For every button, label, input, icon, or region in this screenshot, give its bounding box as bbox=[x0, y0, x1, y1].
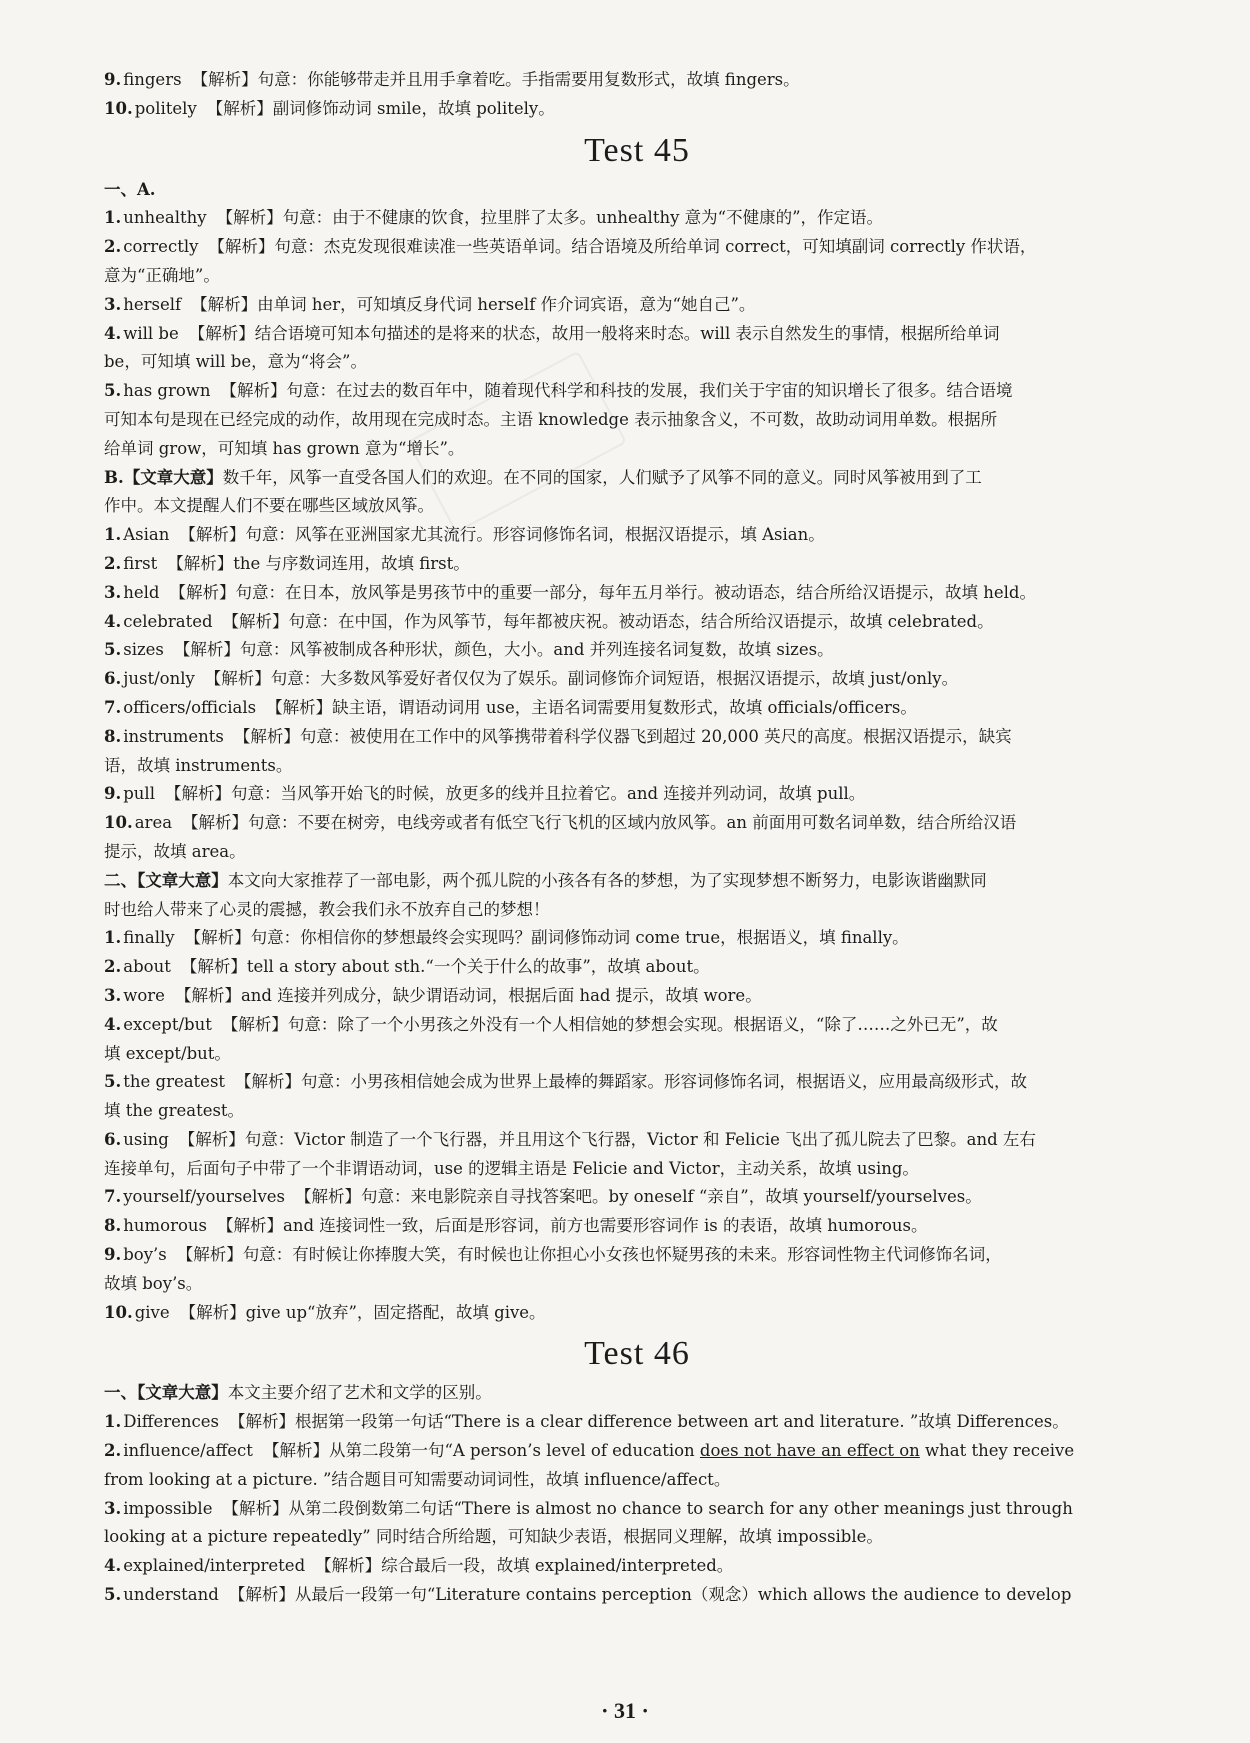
answer-line-cont: 填 the greatest。 bbox=[104, 1101, 245, 1121]
answer-line: 3. herself 【解析】由单词 her，可知填反身代词 herself 作介词宾语，意为“她自己”。 bbox=[104, 294, 756, 314]
answer-line: 4. explained/interpreted 【解析】综合最后一段，故填 explained/interpreted。 bbox=[104, 1556, 734, 1576]
answer-line: 3. impossible 【解析】从第二段倒数第二句话“There is almost no chance to search for any other meanings just through bbox=[104, 1498, 1073, 1518]
answer-line: 1. unhealthy 【解析】句意：由于不健康的饮食，拉里胖了太多。unhealthy 意为“不健康的”，作定语。 bbox=[104, 208, 884, 228]
answer-line: 1. Asian 【解析】句意：风筝在亚洲国家尤其流行。形容词修饰名词，根据汉语提示，填 Asian。 bbox=[104, 525, 825, 545]
answer-line: 2. first 【解析】the 与序数词连用，故填 first。 bbox=[104, 553, 470, 573]
answer-line: 6. using 【解析】句意：Victor 制造了一个飞行器，并且用这个飞行器，Victor 和 Felicie 飞出了孤儿院去了巴黎。and 左右 bbox=[104, 1129, 1036, 1149]
answer-line-cont: be，可知填 will be，意为“将会”。 bbox=[104, 352, 367, 372]
underlined-phrase: does not have an effect on bbox=[699, 1441, 920, 1461]
answer-line: 7. officers/officials 【解析】缺主语，谓语动词用 use，主语名词需要用复数形式，故填 officials/officers。 bbox=[104, 697, 917, 717]
answer-line: 3. wore 【解析】and 连接并列成分，缺少谓语动词，根据后面 had 提示，故填 wore。 bbox=[104, 985, 762, 1005]
answer-line: 10. area 【解析】句意：不要在树旁，电线旁或者有低空飞行飞机的区域内放风筝。an 前面用可数名词单数，结合所给汉语 bbox=[104, 813, 1017, 833]
answer-line: 5. sizes 【解析】句意：风筝被制成各种形状，颜色，大小。and 并列连接名词复数，故填 sizes。 bbox=[104, 640, 834, 660]
answer-line: 2. influence/affect 【解析】从第二段第一句“A person’s level of education does not have an effect on what they receive bbox=[104, 1441, 1075, 1461]
answer-line: 5. has grown 【解析】句意：在过去的数百年中，随着现代科学和科技的发展，我们关于宇宙的知识增长了很多。结合语境 bbox=[104, 381, 1013, 401]
page-number: · 31 · bbox=[601, 1698, 649, 1723]
answer-line-cont: 给单词 grow，可知填 has grown 意为“增长”。 bbox=[104, 438, 465, 458]
answer-line: 3. held 【解析】句意：在日本，放风筝是男孩节中的重要一部分，每年五月举行。被动语态，结合所给汉语提示，故填 held。 bbox=[104, 582, 1036, 602]
article-summary: 二、【文章大意】本文向大家推荐了一部电影，两个孤儿院的小孩各有各的梦想，为了实现梦想不断努力，电影诙谐幽默同 bbox=[104, 870, 987, 890]
answer-line: 4. will be 【解析】结合语境可知本句描述的是将来的状态，故用一般将来时态。will 表示自然发生的事情，根据所给单词 bbox=[104, 323, 1000, 343]
answer-line: 2. correctly 【解析】句意：杰克发现很难读准一些英语单词。结合语境及所给单词 correct，可知填副词 correctly 作状语， bbox=[104, 237, 1037, 257]
answer-line: 1. finally 【解析】句意：你相信你的梦想最终会实现吗？副词修饰动词 come true，根据语义，填 finally。 bbox=[104, 928, 909, 948]
answer-line-cont: 意为“正确地”。 bbox=[104, 265, 220, 285]
answer-line-cont: 语，故填 instruments。 bbox=[104, 755, 293, 775]
answer-line: 5. the greatest 【解析】句意：小男孩相信她会成为世界上最棒的舞蹈家。形容词修饰名词，根据语义，应用最高级形式，故 bbox=[104, 1072, 1028, 1092]
answer-line: 6. just/only 【解析】句意：大多数风筝爱好者仅仅为了娱乐。副词修饰介词短语，根据汉语提示，故填 just/only。 bbox=[104, 669, 959, 689]
answer-line: 8. humorous 【解析】and 连接词性一致，后面是形容词，前方也需要形容词作 is 的表语，故填 humorous。 bbox=[104, 1216, 928, 1236]
article-summary-cont: 作中。本文提醒人们不要在哪些区域放风筝。 bbox=[104, 496, 434, 516]
answer-line: 10. give 【解析】give up“放弃”，固定搭配，故填 give。 bbox=[104, 1302, 546, 1322]
answer-line: 7. yourself/yourselves 【解析】句意：来电影院亲自寻找答案吧。by oneself “亲自”，故填 yourself/yourselves。 bbox=[104, 1187, 982, 1207]
answer-line-cont: 提示，故填 area。 bbox=[104, 841, 246, 861]
answer-line: 5. understand 【解析】从最后一段第一句“Literature contains perception（观念）which allows the audience to develop bbox=[104, 1585, 1072, 1605]
article-summary: B.【文章大意】数千年，风筝一直受各国人们的欢迎。在不同的国家，人们赋予了风筝不同的意义。同时风筝被用到了工 bbox=[104, 467, 982, 487]
answer-line: 2. about 【解析】tell a story about sth.“一个关于什么的故事”，故填 about。 bbox=[104, 957, 710, 977]
test-45-title: Test 45 bbox=[584, 131, 690, 169]
answer-line-cont: 连接单句，后面句子中带了一个非谓语动词，use 的逻辑主语是 Felicie and Victor，主动关系，故填 using。 bbox=[104, 1158, 919, 1178]
answer-line: 9. pull 【解析】句意：当风筝开始飞的时候，放更多的线并且拉着它。and 连接并列动词，故填 pull。 bbox=[104, 784, 866, 804]
answer-line: 8. instruments 【解析】句意：被使用在工作中的风筝携带着科学仪器飞到超过 20,000 英尺的高度。根据汉语提示，缺宾 bbox=[104, 726, 1012, 746]
answer-page bbox=[104, 66, 1170, 1610]
section-heading: 一、A. bbox=[104, 179, 156, 199]
answer-line-cont: looking at a picture repeatedly” 同时结合所给题，可知缺少表语，根据同义理解，故填 impossible。 bbox=[104, 1527, 883, 1547]
answer-line-cont: 填 except/but。 bbox=[104, 1043, 231, 1063]
article-summary: 一、【文章大意】本文主要介绍了艺术和文学的区别。 bbox=[104, 1383, 492, 1403]
answer-line: 9. fingers 【解析】句意：你能够带走并且用手拿着吃。手指需要用复数形式，故填 fingers。 bbox=[104, 70, 800, 89]
answer-line: 9. boy’s 【解析】句意：有时候让你捧腹大笑，有时候也让你担心小女孩也怀疑男孩的未来。形容词性物主代词修饰名词， bbox=[104, 1245, 1002, 1265]
answer-line-cont: 故填 boy’s。 bbox=[104, 1273, 203, 1293]
answer-line: 1. Differences 【解析】根据第一段第一句话“There is a clear difference between art and literature. ”故填 Differences。 bbox=[104, 1412, 1069, 1432]
answer-line: 10. politely 【解析】副词修饰动词 smile，故填 politely。 bbox=[104, 98, 555, 118]
answer-line-cont: from looking at a picture. ”结合题目可知需要动词词性，故填 influence/affect。 bbox=[104, 1469, 731, 1489]
answer-line: 4. celebrated 【解析】句意：在中国，作为风筝节，每年都被庆祝。被动语态，结合所给汉语提示，故填 celebrated。 bbox=[104, 611, 994, 631]
answer-line: 4. except/but 【解析】句意：除了一个小男孩之外没有一个人相信她的梦想会实现。根据语义，“除了……之外已无”，故 bbox=[104, 1014, 998, 1034]
article-summary-cont: 时也给人带来了心灵的震撼，教会我们永不放弃自己的梦想！ bbox=[104, 899, 550, 919]
test-46-title: Test 46 bbox=[584, 1335, 690, 1373]
answer-line-cont: 可知本句是现在已经完成的动作，故用现在完成时态。主语 knowledge 表示抽象含义，不可数，故助动词用单数。根据所 bbox=[104, 409, 998, 429]
